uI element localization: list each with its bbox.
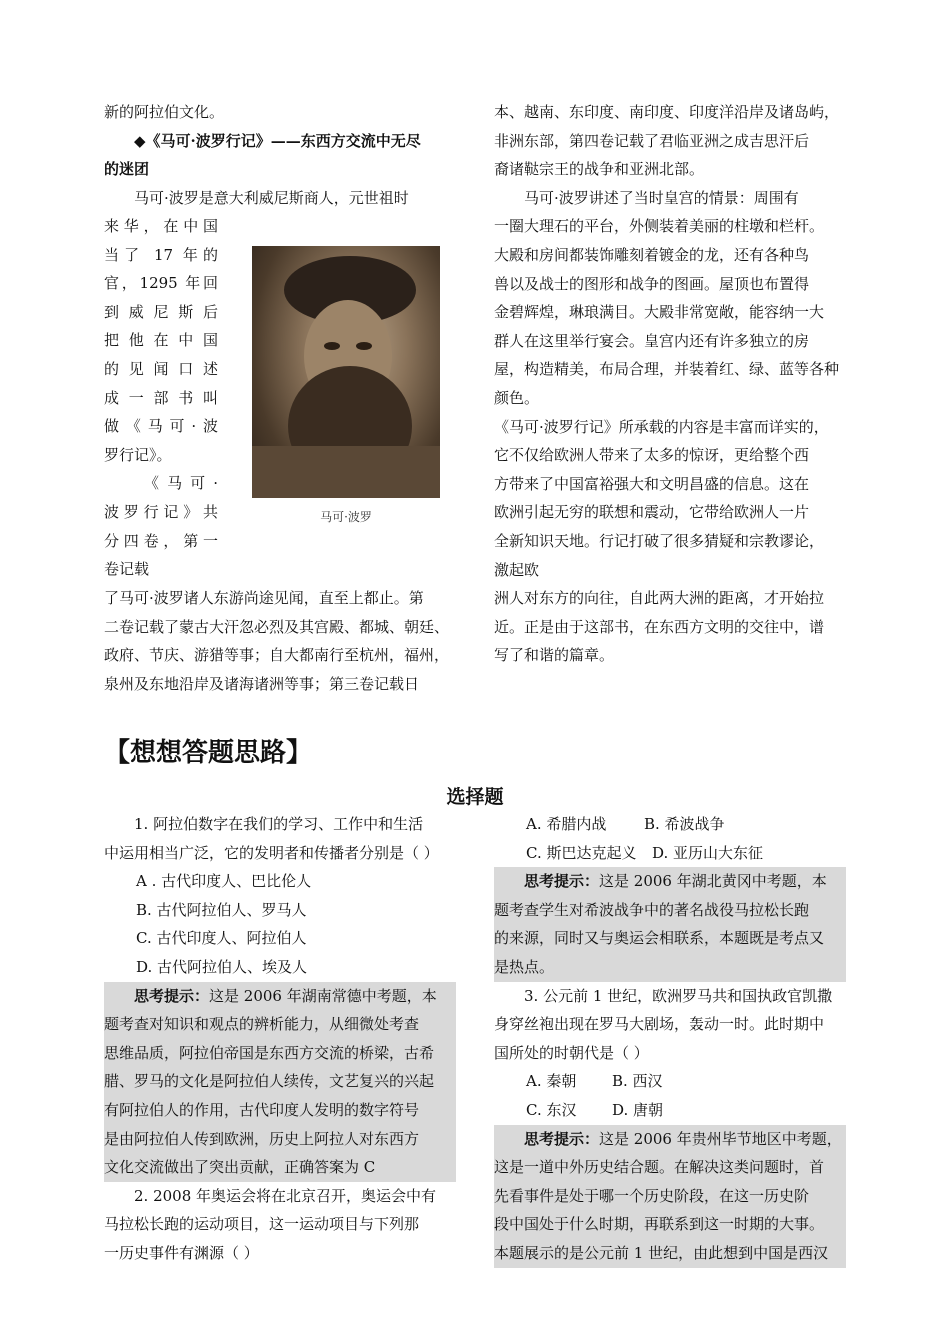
q2-option-c: C. 斯巴达克起义 — [526, 843, 637, 862]
q1-hint-box — [104, 982, 456, 1182]
wrap-line: 当了 17 年的 — [104, 245, 218, 264]
wrap-line: 来华，在中国 — [104, 217, 218, 235]
q3-hint-box — [494, 1125, 846, 1268]
q2-option-d: D. 亚历山大东征 — [652, 843, 764, 862]
hint-text: 这是 2006 年贵州毕节地区中考题， — [599, 1129, 842, 1148]
q3-option-c: C. 东汉 — [526, 1100, 577, 1119]
section-title: 【想想答题思路】 — [104, 738, 313, 768]
portrait-caption: 马可·波罗 — [320, 510, 372, 524]
wrap-line: 把他在中国 — [104, 331, 218, 350]
article-line: 近。正是由于这部书，在东西方文明的交往中，谱 — [494, 617, 825, 636]
q2-stem: 马拉松长跑的运动项目，这一运动项目与下列那 — [104, 1215, 420, 1234]
q2-hint-line: 题考查学生对希波战争中的著名战役马拉松长跑 — [494, 900, 810, 919]
q1-hint-line: 文化交流做出了突出贡献，正确答案为 C — [104, 1158, 376, 1177]
q3-hint-line: 段中国处于什么时期，再联系到这一时期的大事。 — [494, 1215, 825, 1234]
marco-polo-portrait — [252, 246, 440, 498]
q3-option-b: B. 西汉 — [612, 1072, 663, 1091]
article-line: 大殿和房间都装饰雕刻着镀金的龙，还有各种鸟 — [494, 245, 810, 264]
article-line: 政府、节庆、游猎等事；自大都南行至杭州，福州， — [104, 646, 450, 665]
hint-text: 这是 2006 年湖北黄冈中考题，本 — [599, 872, 827, 891]
article-line: 全新知识天地。行记打破了很多猜疑和宗教谬论， — [494, 531, 825, 550]
q1-hint-line: 有阿拉伯人的作用，古代印度人发明的数字符号 — [104, 1100, 420, 1119]
wrap-line: 的见闻口述 — [104, 359, 218, 378]
q2-option-b: B. 希波战争 — [644, 815, 725, 833]
article-line: 二卷记载了蒙古大汗忽必烈及其宫殿、都城、朝廷、 — [104, 617, 450, 636]
q3-options-row — [494, 1067, 846, 1096]
q1-stem: 1. 阿拉伯数字在我们的学习、工作中和生活 — [134, 815, 424, 833]
q2-option-a: A. 希腊内战 — [526, 815, 607, 833]
questions-left-column — [104, 810, 456, 1268]
q1-option-b: B. 古代阿拉伯人、罗马人 — [136, 900, 307, 919]
article-line: 了马可·波罗诸人东游尚途见闻，直至上都止。第 — [104, 589, 424, 607]
wrap-line: 波罗行记》共 — [104, 502, 218, 521]
q3-hint-line: 这是一道中外历史结合题。在解决这类问题时，首 — [494, 1158, 825, 1177]
article-heading: ◆《马可·波罗行记》——东西方交流中无尽 — [134, 131, 421, 150]
q1-hint-line: 题考查对知识和观点的辨析能力，从细微处考查 — [104, 1015, 420, 1034]
article-line: 金碧辉煌，琳琅满目。大殿非常宽敞，能容纳一大 — [494, 303, 825, 322]
article-line: 颜色。 — [494, 388, 540, 407]
article-intro: 马可·波罗是意大利威尼斯商人，元世祖时 — [134, 188, 409, 207]
q1-hint-line: 思维品质，阿拉伯帝国是东西方交流的桥梁，古希 — [104, 1043, 435, 1062]
wrap-line: 卷记载 — [104, 560, 150, 579]
article-line: 写了和谐的篇章。 — [494, 646, 615, 665]
q3-stem: 国所处的时朝代是（ ） — [494, 1043, 649, 1062]
hint-label: 思考提示： — [134, 986, 210, 1005]
q2-hint-line: 的来源，同时又与奥运会相联系，本题既是考点又 — [494, 929, 825, 948]
wrap-line: 官，1295 年回 — [104, 274, 218, 293]
article-line: 欧洲引起无穷的联想和震动，它带给欧洲人一片 — [494, 503, 810, 522]
article-line: 非洲东部，第四卷记载了君临亚洲之成吉思汗后 — [494, 131, 810, 150]
article-line: 激起欧 — [494, 560, 540, 579]
q2-hint-box — [494, 867, 846, 981]
hint-label: 思考提示： — [524, 1129, 600, 1148]
article-line: 马可·波罗讲述了当时皇宫的情景：周围有 — [524, 188, 799, 207]
q3-stem: 身穿丝袍出现在罗马大剧场，轰动一时。此时期中 — [494, 1015, 825, 1034]
q1-hint-line: 是由阿拉伯人传到欧洲，历史上阿拉人对东西方 — [104, 1129, 420, 1148]
q1-hint-first — [104, 982, 456, 1011]
q3-options-row — [494, 1096, 846, 1125]
article-line: 本、越南、东印度、南印度、印度洋沿岸及诸岛屿， — [494, 103, 840, 121]
article-left-bottom — [104, 584, 456, 698]
q1-option-c: C. 古代印度人、阿拉伯人 — [136, 929, 307, 948]
article-wrap-column — [104, 212, 218, 584]
q2-options-row — [494, 810, 846, 839]
wrap-line: 分四卷，第一 — [104, 531, 218, 550]
questions-right-column — [494, 810, 846, 1268]
article-heading-cont: 的迷团 — [104, 160, 150, 179]
article-line: 兽以及战士的图形和战争的图画。屋顶也布置得 — [494, 274, 810, 293]
article-line: 裔诸鞑宗王的战争和亚洲北部。 — [494, 160, 705, 179]
article-left-column — [104, 98, 456, 212]
article-right-column — [494, 98, 846, 670]
wrap-line: 做《马可·波 — [104, 417, 218, 436]
article-line: 洲人对东方的向往，自此两大洲的距离，才开始拉 — [494, 589, 825, 608]
article-line: 屋，构造精美，布局合理，并装着红、绿、蓝等各种 — [494, 360, 840, 379]
q3-hint-line: 本题展示的是公元前 1 世纪，由此想到中国是西汉 — [494, 1243, 829, 1262]
article-line: 它不仅给欧洲人带来了太多的惊讶，更给整个西 — [494, 446, 810, 465]
article-line: 群人在这里举行宴会。皇宫内还有许多独立的房 — [494, 331, 810, 350]
q3-option-d: D. 唐朝 — [612, 1100, 664, 1119]
wrap-line: 成一部书叫 — [104, 388, 218, 407]
q1-hint-line: 腊、罗马的文化是阿拉伯人续传，文艺复兴的兴起 — [104, 1072, 435, 1091]
q3-hint-line: 先看事件是处于哪一个历史阶段，在这一历史阶 — [494, 1186, 810, 1205]
article-line: 新的阿拉伯文化。 — [104, 103, 225, 121]
hint-label: 思考提示： — [524, 872, 600, 891]
article-line: 《马可·波罗行记》所承载的内容是丰富而详实的， — [494, 417, 829, 436]
q1-option-a: A . 古代印度人、巴比伦人 — [136, 872, 312, 891]
q3-stem: 3. 公元前 1 世纪，欧洲罗马共和国执政官凯撒 — [524, 986, 833, 1005]
q1-stem: 中运用相当广泛，它的发明者和传播者分别是（ ） — [104, 843, 439, 862]
q3-hint-first — [494, 1125, 846, 1154]
q3-option-a: A. 秦朝 — [526, 1072, 577, 1091]
q2-options-row — [494, 839, 846, 868]
q2-stem: 2. 2008 年奥运会将在北京召开，奥运会中有 — [134, 1186, 437, 1205]
article-line: 泉州及东地沿岸及诸海诸洲等事；第三卷记载日 — [104, 674, 420, 693]
sub-title: 选择题 — [446, 786, 504, 808]
hint-text: 这是 2006 年湖南常德中考题，本 — [209, 986, 437, 1005]
wrap-line: 《马可· — [144, 474, 218, 493]
article-line: 方带来了中国富裕强大和文明昌盛的信息。这在 — [494, 474, 810, 493]
q1-option-d: D. 古代阿拉伯人、埃及人 — [136, 957, 308, 976]
article-line: 一圈大理石的平台，外侧装着美丽的柱墩和栏杆。 — [494, 217, 825, 236]
q2-stem: 一历史事件有渊源（ ） — [104, 1243, 259, 1262]
wrap-line: 罗行记》。 — [104, 445, 172, 464]
wrap-line: 到威尼斯后 — [104, 302, 218, 321]
q2-hint-first — [494, 867, 846, 896]
q2-hint-line: 是热点。 — [494, 957, 555, 976]
